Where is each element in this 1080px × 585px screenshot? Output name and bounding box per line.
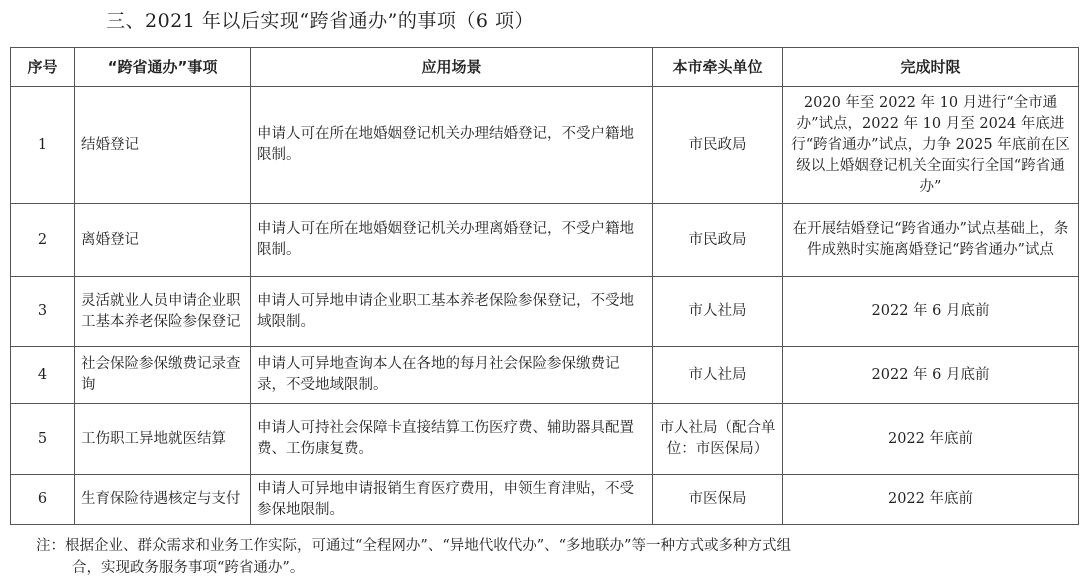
row-item: 灵活就业人员申请企业职工基本养老保险参保登记 bbox=[75, 277, 251, 347]
header-unit: 本市牵头单位 bbox=[653, 48, 783, 87]
row-deadline: 2022 年底前 bbox=[783, 475, 1079, 525]
items-table bbox=[10, 47, 1079, 525]
row-deadline: 2022 年底前 bbox=[783, 404, 1079, 475]
row-scene: 申请人可持社会保障卡直接结算工伤医疗费、辅助器具配置费、工伤康复费。 bbox=[251, 404, 653, 475]
table-row bbox=[11, 347, 1079, 404]
row-scene: 申请人可异地申请报销生育医疗费用，申领生育津贴，不受参保地限制。 bbox=[251, 475, 653, 525]
row-deadline: 2022 年 6 月底前 bbox=[783, 277, 1079, 347]
table-row bbox=[11, 204, 1079, 277]
row-item: 离婚登记 bbox=[75, 204, 251, 277]
row-deadline: 2022 年 6 月底前 bbox=[783, 347, 1079, 404]
row-item: 结婚登记 bbox=[75, 87, 251, 204]
row-unit: 市民政局 bbox=[653, 204, 783, 277]
row-no: 4 bbox=[11, 347, 75, 404]
row-unit: 市医保局 bbox=[653, 475, 783, 525]
row-item: 工伤职工异地就医结算 bbox=[75, 404, 251, 475]
header-deadline: 完成时限 bbox=[783, 48, 1079, 87]
table-row bbox=[11, 277, 1079, 347]
row-deadline: 在开展结婚登记“跨省通办”试点基础上，条件成熟时实施离婚登记“跨省通办”试点 bbox=[783, 204, 1079, 277]
row-unit: 市民政局 bbox=[653, 87, 783, 204]
row-item: 社会保险参保缴费记录查询 bbox=[75, 347, 251, 404]
row-no: 6 bbox=[11, 475, 75, 525]
footnote bbox=[36, 535, 1066, 579]
footnote-line-2: 合，实现政务服务事项“跨省通办”。 bbox=[72, 560, 305, 576]
row-no: 2 bbox=[11, 204, 75, 277]
header-no: 序号 bbox=[11, 48, 75, 87]
row-no: 1 bbox=[11, 87, 75, 204]
table-row bbox=[11, 87, 1079, 204]
row-deadline: 2020 年至 2022 年 10 月进行“全市通办”试点，2022 年 10 月至 2024 年底进行“跨省通办”试点，力争 2025 年底前在区级以上婚姻登记机关全面实行全国“跨省通办” bbox=[783, 87, 1079, 204]
row-no: 5 bbox=[11, 404, 75, 475]
row-scene: 申请人可在所在地婚姻登记机关办理离婚登记，不受户籍地限制。 bbox=[251, 204, 653, 277]
row-scene: 申请人可在所在地婚姻登记机关办理结婚登记，不受户籍地限制。 bbox=[251, 87, 653, 204]
table-row bbox=[11, 404, 1079, 475]
row-unit: 市人社局（配合单位：市医保局） bbox=[653, 404, 783, 475]
header-scene: 应用场景 bbox=[251, 48, 653, 87]
row-scene: 申请人可异地查询本人在各地的每月社会保险参保缴费记录，不受地域限制。 bbox=[251, 347, 653, 404]
table-header-row bbox=[11, 48, 1079, 87]
table-row bbox=[11, 475, 1079, 525]
row-item: 生育保险待遇核定与支付 bbox=[75, 475, 251, 525]
row-scene: 申请人可异地申请企业职工基本养老保险参保登记，不受地域限制。 bbox=[251, 277, 653, 347]
section-title: 三、2021 年以后实现“跨省通办”的事项（6 项） bbox=[106, 10, 534, 32]
row-unit: 市人社局 bbox=[653, 347, 783, 404]
row-unit: 市人社局 bbox=[653, 277, 783, 347]
footnote-line-1: 注：根据企业、群众需求和业务工作实际，可通过“全程网办”、“异地代收代办”、“多地联办”等一种方式或多种方式组 bbox=[36, 538, 791, 554]
header-item: “跨省通办”事项 bbox=[75, 48, 251, 87]
row-no: 3 bbox=[11, 277, 75, 347]
